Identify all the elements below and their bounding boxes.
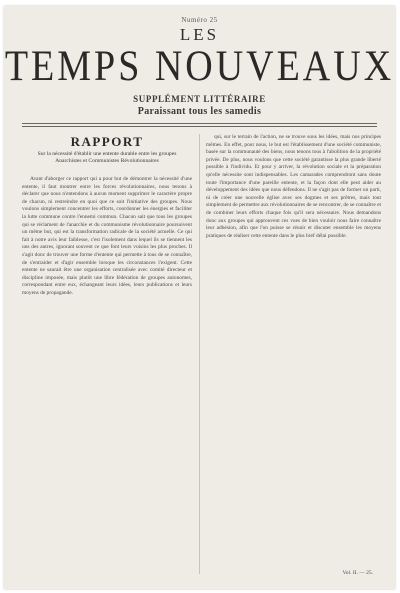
left-column — [22, 176, 192, 568]
newspaper-title: TEMPS NOUVEAUX — [4, 42, 395, 91]
page-footer: Vol. II. — 25. — [342, 570, 373, 576]
left-column-text: Avant d'aborger ce rapport qui a pour but de démontrer la nécessité d'une entente, il faut montrer entre les forces révolutionnaires, nous tenons à déclarer que nous n'entendons à aucun moment supprimer le caractère propre de chacun, ni restreindre en quoi que ce soit l'initiative des groupes. Nous voulons simplement concentrer les efforts, coordonner les énergies et faciliter la lutte commune contre l'ennemi commun. Chacun sait que tous les groupes qui se réclament de l'anarchie et du communisme révolutionnaire poursuivent un même but, qui est la transformation radicale de la société actuelle. Ce qui fait à notre avis leur faiblesse, c'est l'isolement dans lequel ils se tiennent les uns des autres, ignorant souvent ce que font leurs voisins les plus proches. Il s'agit donc de trouver une forme d'entente qui permette à tous de se connaître, de s'entraider et d'agir ensemble lorsque les circonstances l'exigent. Cette entente ne saurait être une organisation centralisée avec comité directeur et discipline imposée, mais plutôt une libre fédération de groupes autonomes, correspondant entre eux, échangeant leurs idées, leurs publications et leurs moyens de propagande. — [22, 176, 192, 296]
publication-frequency: Paraissant tous les samedis — [137, 106, 262, 117]
supplement-label: SUPPLÉMENT LITTÉRAIRE — [133, 94, 266, 104]
newspaper-page — [4, 6, 395, 589]
masthead-rule-bottom — [22, 126, 377, 127]
title-prefix: LES — [179, 25, 220, 44]
article-subheading: Sur la nécessité d'établir une entente durable entre les groupes Anarchistes et Communistes Révolutionnaires — [37, 151, 177, 164]
article-heading: RAPPORT — [70, 134, 144, 149]
column-divider — [199, 134, 200, 574]
masthead-rule-top — [22, 123, 377, 124]
right-column — [206, 134, 381, 574]
right-column-text: qui, sur le terrain de l'action, ne se trouve sous les idées, mais nos principes mêmes. En effet, pour nous, le but est l'établissement d'une société communiste, basée sur la communauté des biens, nous tenons tous à l'abolition de la propriété privée. De plus, nous voulons que cette société garantisse la plus grande liberté possible à l'individu. Et pour y arriver, la révolution sociale et la préparation qu'elle nécessite sont indispensables. Les camarades comprendront sans doute toute l'importance d'une pareille entente, et la façon dont elle peut aider au développement des idées que nous défendons. Il ne s'agit pas de former un parti, ni de créer une nouvelle église avec ses dogmes et ses prêtres, mais tout simplement de permettre aux révolutionnaires de se rencontrer, de se connaître et de combiner leurs efforts chaque fois qu'il sera nécessaire. Nous demandons donc aux groupes qui approuvent ces vues de bien vouloir nous faire connaître leur adhésion, afin que l'on puisse se réunir et discuter ensemble les moyens pratiques de réaliser cette entente dans le plus bref délai possible. — [206, 134, 381, 239]
issue-number: Numéro 25 — [181, 16, 218, 24]
